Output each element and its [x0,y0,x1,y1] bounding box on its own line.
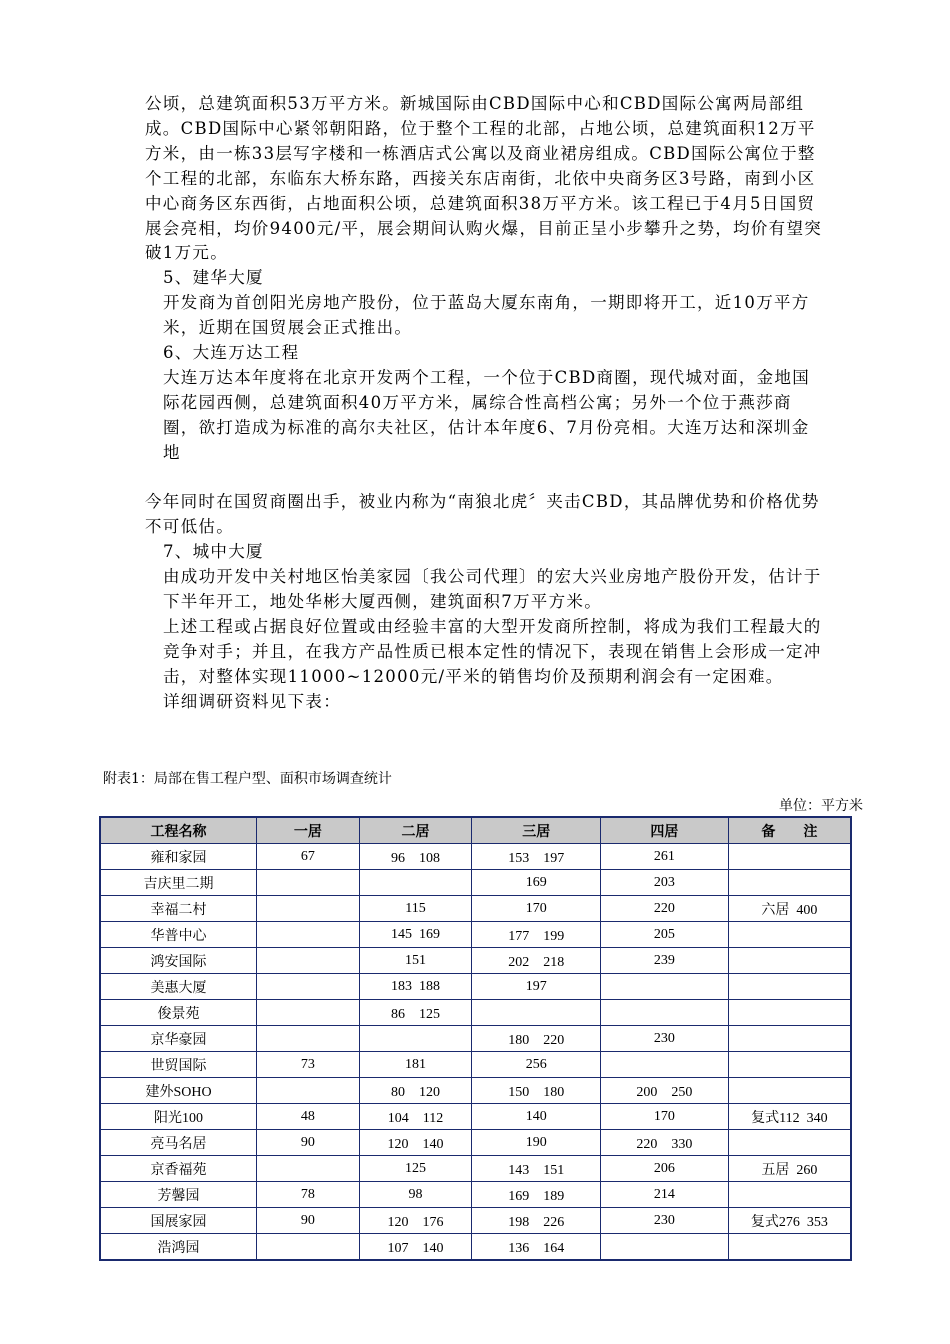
cell-one-room [257,1000,360,1026]
cell-three-room: 177 199 [472,922,601,948]
cell-remarks [728,1130,851,1156]
cell-one-room [257,896,360,922]
cell-project-name: 美惠大厦 [100,974,257,1000]
cell-two-room: 120 176 [359,1208,472,1234]
cell-three-room: 197 [472,974,601,1000]
blank-line [145,466,825,491]
cell-project-name: 建外SOHO [100,1078,257,1104]
cell-remarks [728,922,851,948]
cell-four-room [601,1052,729,1078]
cell-four-room: 261 [601,844,729,870]
cell-two-room: 104 112 [359,1104,472,1130]
cell-two-room: 96 108 [359,844,472,870]
cell-project-name: 京香福苑 [100,1156,257,1182]
cell-one-room [257,1078,360,1104]
table-header-row [100,817,851,844]
table-row [100,870,851,896]
table-row [100,1052,851,1078]
cell-one-room [257,974,360,1000]
cell-four-room: 206 [601,1156,729,1182]
paragraph-wanda: 大连万达本年度将在北京开发两个工程，一个位于CBD商圈，现代城对面，金地国际花园西侧，总建筑面积40万平方米，属综合性高档公寓；另外一个位于燕莎商圈，欲打造成为标准的高尔夫社区，估计本年度6、7月份亮相。大连万达和深圳金地 [163,367,811,462]
cell-one-room [257,1234,360,1261]
cell-project-name: 世贸国际 [100,1052,257,1078]
table-row [100,896,851,922]
header-remarks: 备 注 [728,817,851,844]
cell-one-room [257,948,360,974]
cell-project-name: 雍和家园 [100,844,257,870]
cell-project-name: 幸福二村 [100,896,257,922]
cell-four-room: 200 250 [601,1078,729,1104]
cell-two-room: 183 188 [359,974,472,1000]
cell-remarks [728,844,851,870]
cell-one-room: 48 [257,1104,360,1130]
cell-one-room [257,1026,360,1052]
cell-three-room: 170 [472,896,601,922]
cell-three-room: 143 151 [472,1156,601,1182]
cell-three-room: 169 [472,870,601,896]
cell-remarks [728,1182,851,1208]
cell-two-room: 115 [359,896,472,922]
cell-three-room: 202 218 [472,948,601,974]
cell-one-room: 67 [257,844,360,870]
survey-table [99,816,852,1261]
cell-remarks [728,1078,851,1104]
cell-four-room: 220 330 [601,1130,729,1156]
header-project-name: 工程名称 [100,817,257,844]
cell-four-room: 230 [601,1208,729,1234]
cell-remarks: 六居 400 [728,896,851,922]
header-four-room: 四居 [601,817,729,844]
table-row [100,1156,851,1182]
cell-three-room: 169 189 [472,1182,601,1208]
table-row [100,1130,851,1156]
paragraph-wanda-cont: 今年同时在国贸商圈出手，被业内称为“南狼北虎〞夹击CBD，其品牌优势和价格优势不可低估。 [145,492,820,537]
cell-one-room: 90 [257,1208,360,1234]
cell-four-room: 220 [601,896,729,922]
table-row [100,1208,851,1234]
paragraph-see-table: 详细调研资料见下表： [163,691,341,711]
cell-one-room [257,922,360,948]
cell-four-room: 230 [601,1026,729,1052]
cell-remarks [728,1052,851,1078]
cell-two-room: 120 140 [359,1130,472,1156]
cell-remarks: 复式112 340 [728,1104,851,1130]
cell-one-room: 90 [257,1130,360,1156]
cell-one-room [257,870,360,896]
cell-one-room: 78 [257,1182,360,1208]
cell-remarks [728,1234,851,1261]
table-row [100,1026,851,1052]
cell-four-room [601,974,729,1000]
cell-four-room: 214 [601,1182,729,1208]
cell-two-room [359,1026,472,1052]
heading-wanda: 6、大连万达工程 [163,343,300,363]
cell-remarks: 复式276 353 [728,1208,851,1234]
cell-project-name: 芳馨园 [100,1182,257,1208]
cell-two-room: 98 [359,1182,472,1208]
cell-four-room [601,1234,729,1261]
cell-two-room: 181 [359,1052,472,1078]
table-row [100,1000,851,1026]
cell-two-room: 80 120 [359,1078,472,1104]
header-three-room: 三居 [472,817,601,844]
heading-chengzhong: 7、城中大厦 [163,542,264,562]
cell-one-room: 73 [257,1052,360,1078]
table-row [100,922,851,948]
cell-three-room: 153 197 [472,844,601,870]
paragraph-jianhua: 开发商为首创阳光房地产股份，位于蓝岛大厦东南角，一期即将开工，近10万平方米，近期在国贸展会正式推出。 [163,293,810,338]
table-row [100,1234,851,1261]
table-row [100,974,851,1000]
cell-project-name: 华普中心 [100,922,257,948]
cell-remarks: 五居 260 [728,1156,851,1182]
paragraph-summary: 上述工程或占据良好位置或由经验丰富的大型开发商所控制，将成为我们工程最大的竞争对手；并且，在我方产品性质已根本定性的情况下，表现在销售上会形成一定冲击，对整体实现11000~12000元/平米的销售均价及预期利润会有一定困难。 [163,617,822,686]
cell-four-room [601,1000,729,1026]
cell-project-name: 国展家园 [100,1208,257,1234]
header-two-room: 二居 [359,817,472,844]
cell-remarks [728,974,851,1000]
body-text [145,92,825,715]
cell-two-room: 151 [359,948,472,974]
table-unit: 单位：平方米 [779,798,863,814]
table-row [100,948,851,974]
cell-two-room [359,870,472,896]
cell-one-room [257,1156,360,1182]
cell-remarks [728,1000,851,1026]
cell-remarks [728,870,851,896]
cell-three-room: 256 [472,1052,601,1078]
table-row [100,1182,851,1208]
cell-remarks [728,948,851,974]
cell-project-name: 京华豪园 [100,1026,257,1052]
cell-project-name: 浩鸿园 [100,1234,257,1261]
cell-two-room: 145 169 [359,922,472,948]
cell-three-room: 190 [472,1130,601,1156]
cell-three-room: 180 220 [472,1026,601,1052]
paragraph-xincheng: 公顷，总建筑面积53万平方米。新城国际由CBD国际中心和CBD国际公寓两局部组成。CBD国际中心紧邻朝阳路，位于整个工程的北部，占地公顷，总建筑面积12万平方米，由一栋33层写字楼和一栋酒店式公寓以及商业裙房组成。CBD国际公寓位于整个工程的北部，东临东大桥东路，西接关东店南街，北依中央商务区3号路，南到小区中心商务区东西街，占地面积公顷，总建筑面积38万平方米。该工程已于4月5日国贸展会亮相，均价9400元/平，展会期间认购火爆，目前正呈小步攀升之势，均价有望突破1万元。 [145,94,823,263]
cell-three-room: 150 180 [472,1078,601,1104]
cell-three-room: 136 164 [472,1234,601,1261]
cell-project-name: 俊景苑 [100,1000,257,1026]
heading-jianhua: 5、建华大厦 [163,268,264,288]
cell-three-room: 198 226 [472,1208,601,1234]
header-one-room: 一居 [257,817,360,844]
cell-four-room: 170 [601,1104,729,1130]
cell-two-room: 107 140 [359,1234,472,1261]
cell-project-name: 阳光100 [100,1104,257,1130]
cell-three-room [472,1000,601,1026]
paragraph-chengzhong: 由成功开发中关村地区怡美家园〔我公司代理〕的宏大兴业房地产股份开发，估计于下半年开工，地处华彬大厦西侧，建筑面积7万平方米。 [163,567,822,612]
cell-four-room: 239 [601,948,729,974]
cell-three-room: 140 [472,1104,601,1130]
cell-two-room: 125 [359,1156,472,1182]
table-caption: 附表1：局部在售工程户型、面积市场调查统计 [103,771,392,787]
cell-project-name: 鸿安国际 [100,948,257,974]
cell-four-room: 205 [601,922,729,948]
cell-four-room: 203 [601,870,729,896]
cell-remarks [728,1026,851,1052]
table-row [100,1104,851,1130]
cell-project-name: 亮马名居 [100,1130,257,1156]
table-row [100,1078,851,1104]
table-row [100,844,851,870]
cell-two-room: 86 125 [359,1000,472,1026]
cell-project-name: 吉庆里二期 [100,870,257,896]
